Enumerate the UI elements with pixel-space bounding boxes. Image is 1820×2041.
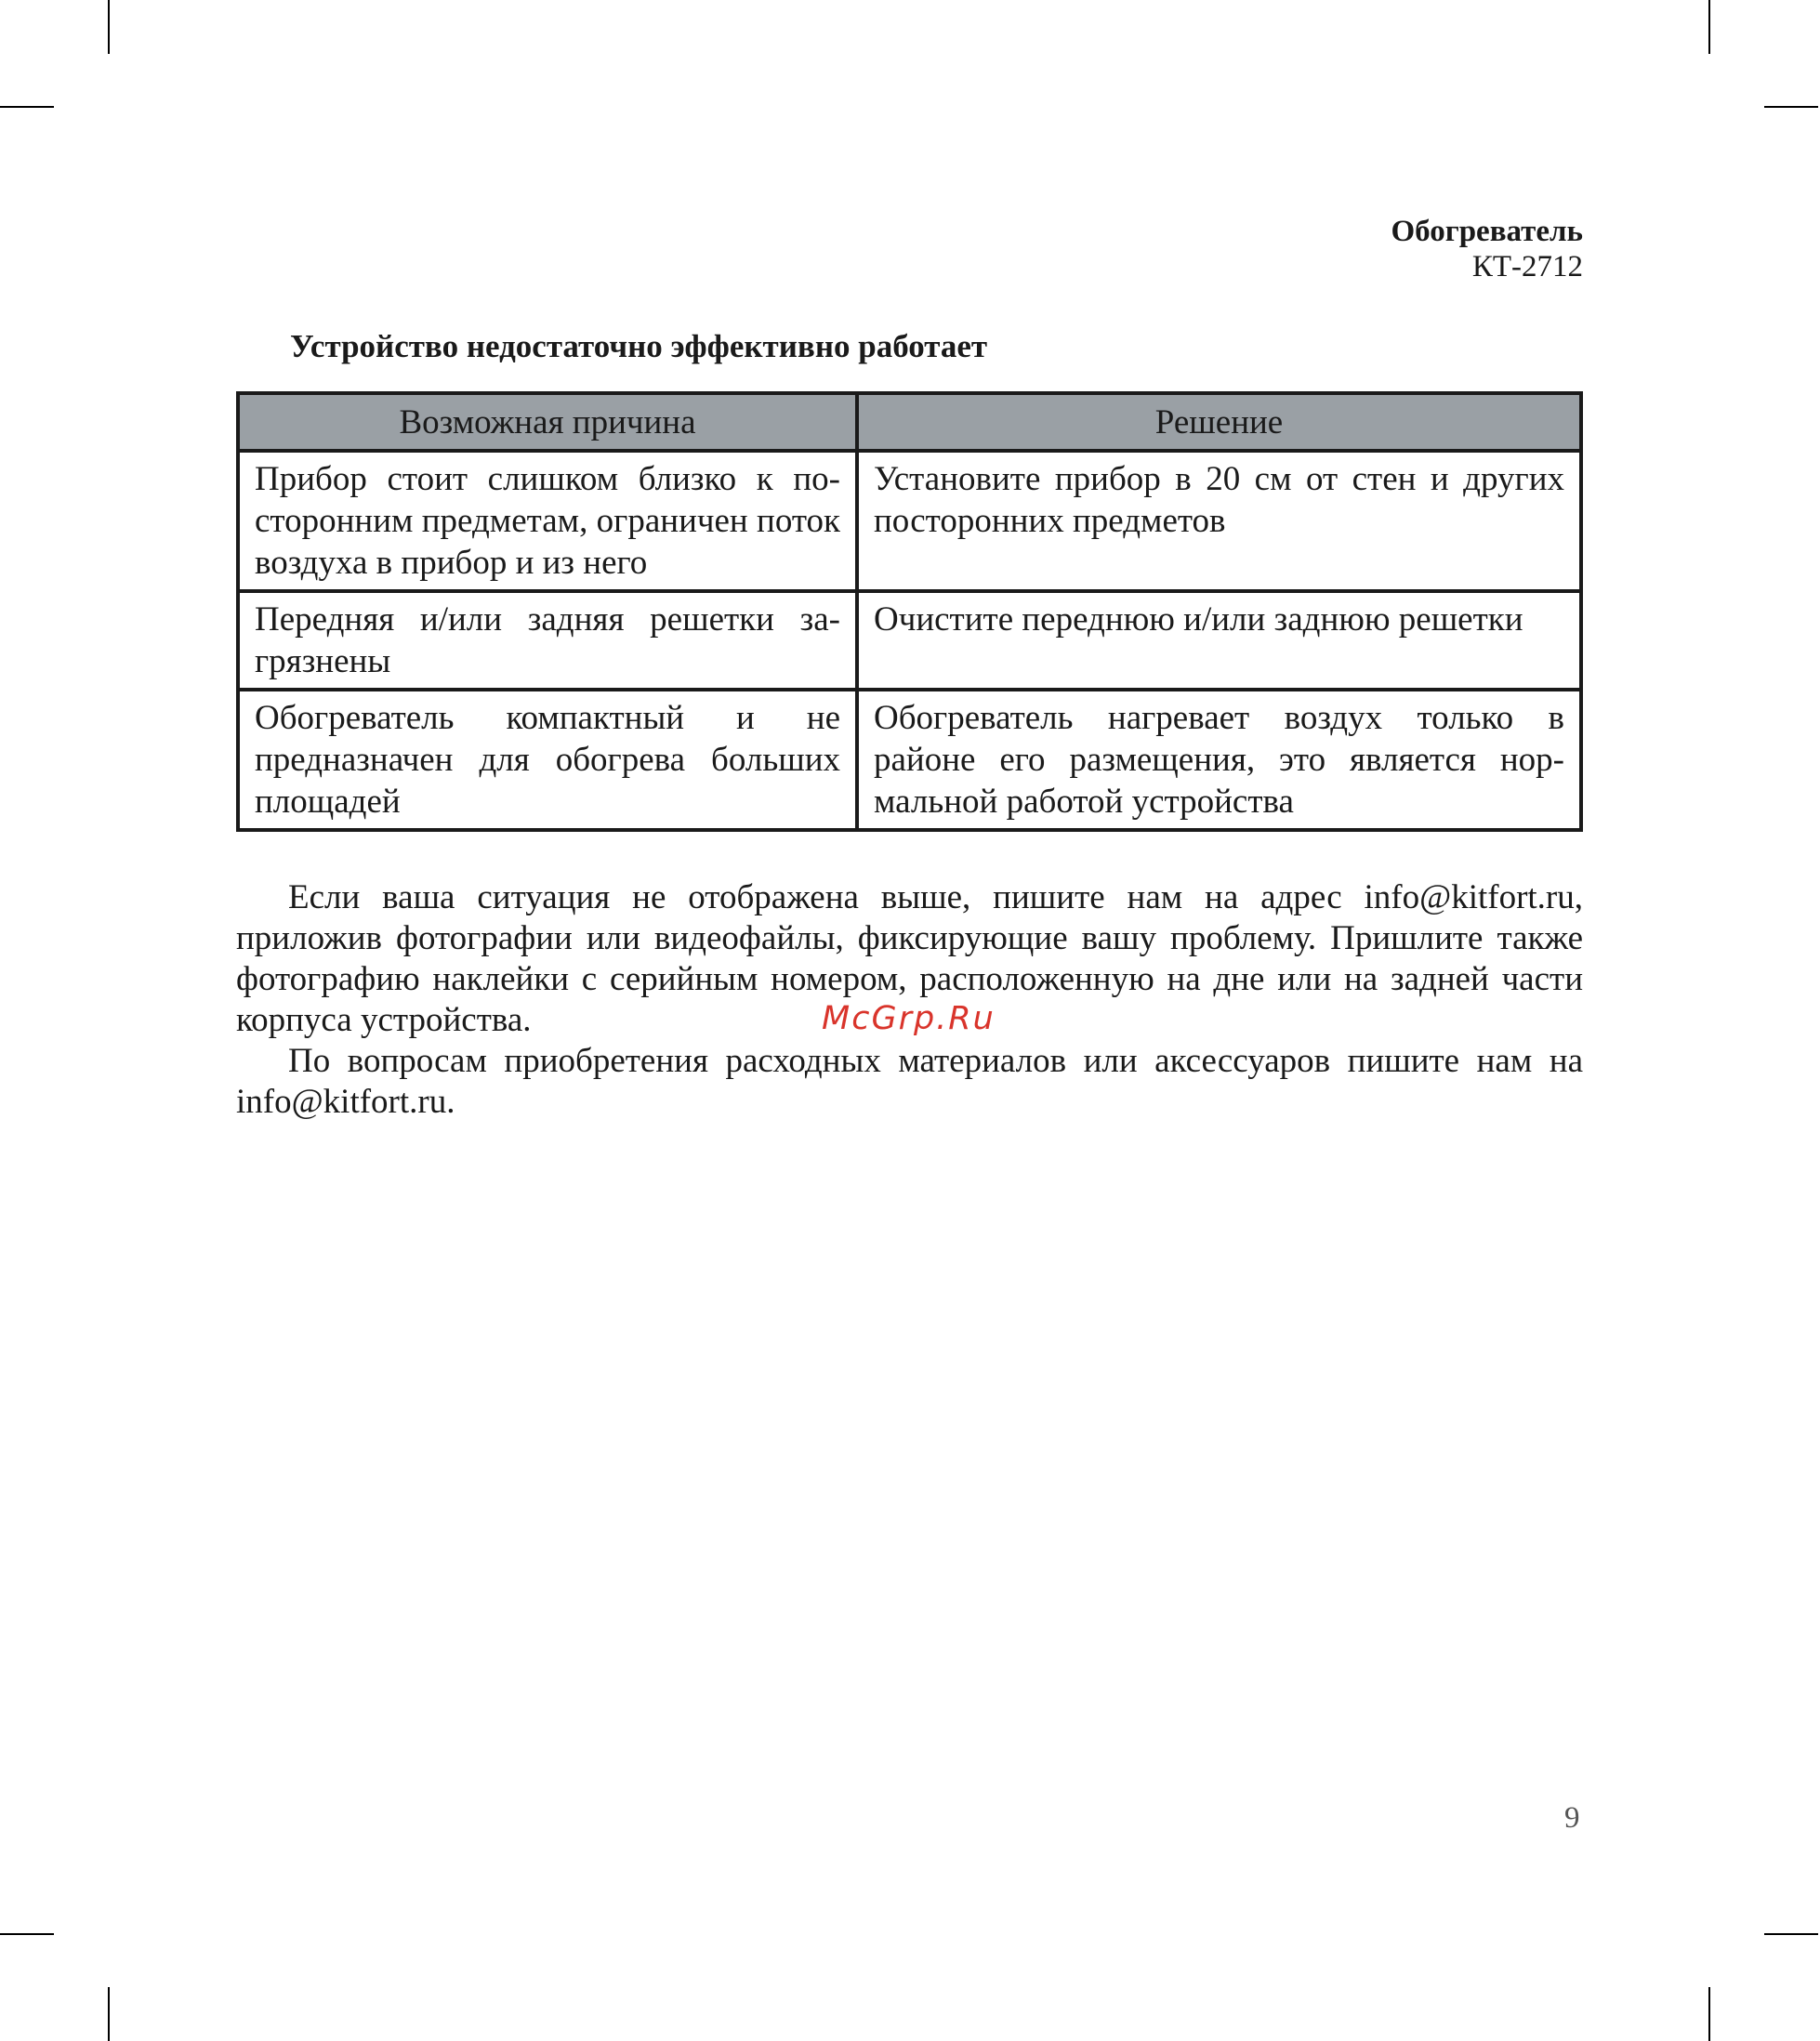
cause-cell: Прибор стоит слишком близко к посторонним предметам, ограничен поток воздуха в прибор и из него xyxy=(238,451,857,591)
crop-mark-top-left-h xyxy=(0,106,54,108)
table-row xyxy=(238,690,1581,830)
page-header xyxy=(1391,214,1583,284)
watermark-text: McGrp.Ru xyxy=(822,1000,996,1037)
cause-cell: Обогреватель компактный и не предназначен для обогрева больших площадей xyxy=(238,690,857,830)
paragraph-contact: Если ваша ситуация не отображена выше, пишите нам на адрес info@kitfort.ru, приложив фотографии или видеофайлы, фиксирующие вашу проблему. Пришлите также фотографию наклейки с серийным номером, расположенную на дне или на задней части корпуса устройства. xyxy=(236,878,1583,1039)
crop-mark-bottom-left-h xyxy=(0,1933,54,1935)
solution-cell: Очистите переднюю и/или заднюю решетки xyxy=(857,591,1581,690)
paragraph-accessories: По вопросам приобретения расходных материалов или аксессуаров пишите нам на info@kitfort.ru. xyxy=(236,1042,1583,1121)
page-number: 9 xyxy=(1564,1801,1580,1835)
column-header-cause: Возможная причина xyxy=(238,393,857,451)
product-model: КТ-2712 xyxy=(1471,250,1583,283)
crop-mark-bottom-left xyxy=(108,1987,110,2041)
crop-mark-top-right-h xyxy=(1764,106,1818,108)
column-header-solution: Решение xyxy=(857,393,1581,451)
product-name: Обогреватель xyxy=(1391,215,1583,248)
troubleshooting-table xyxy=(236,391,1583,832)
solution-cell: Установите прибор в 20 см от стен и других посторонних предметов xyxy=(857,451,1581,591)
section-title: Устройство недостаточно эффективно работает xyxy=(290,328,988,364)
table-header-row xyxy=(238,393,1581,451)
crop-mark-bottom-right xyxy=(1708,1987,1710,2041)
cause-cell: Передняя и/или задняя решетки загрязнены xyxy=(238,591,857,690)
solution-cell: Обогреватель нагревает воздух только в районе его размещения, это является нормальной работой устройства xyxy=(857,690,1581,830)
table-row xyxy=(238,591,1581,690)
crop-mark-top-right xyxy=(1708,0,1710,54)
table-row xyxy=(238,451,1581,591)
crop-mark-top-left xyxy=(108,0,110,54)
crop-mark-bottom-right-h xyxy=(1764,1933,1818,1935)
